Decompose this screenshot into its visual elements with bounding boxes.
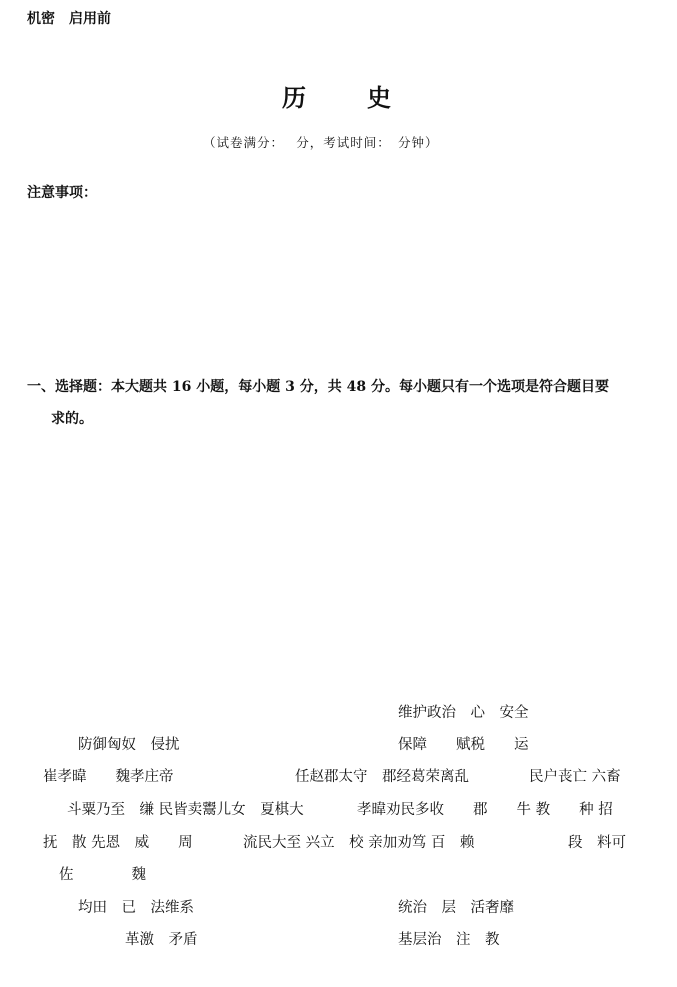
confidential-header: 机密 启用前 (27, 11, 111, 27)
text-fragment: 流民大至 兴立 校 亲加劝笃 百 赖 (243, 835, 475, 851)
page-title-left: 历 (282, 83, 306, 112)
exam-subtitle: （试卷满分： 分，考试时间： 分钟） (203, 135, 439, 150)
text-fragment: 革激 矛盾 (125, 932, 198, 948)
text-fragment: 民户丧亡 六畜 (529, 769, 621, 785)
text-fragment: 均田 已 法维系 (78, 900, 194, 916)
text-fragment: 抚 散 先恩 威 周 (43, 835, 193, 851)
section-one-instruction: 一、选择题：本大题共 16 小题，每小题 3 分，共 48 分。每小题只有一个选项是符合题目要 (27, 379, 609, 395)
text-fragment: 基层治 注 教 (398, 932, 500, 948)
page-title-right: 史 (367, 83, 391, 112)
text-fragment: 任赵郡太守 郡经葛荣离乱 (295, 769, 469, 785)
notes-heading: 注意事项： (27, 185, 97, 201)
text-fragment: 孝暐劝民多收 郡 牛 教 种 招 (357, 802, 613, 818)
text-fragment: 段 料可 (568, 835, 626, 851)
text-fragment: 统治 层 活奢靡 (398, 900, 514, 916)
text-fragment: 崔孝暐 魏孝庄帝 (43, 769, 174, 785)
text-fragment: 保障 赋税 运 (398, 737, 529, 753)
text-fragment: 维护政治 心 安全 (398, 705, 529, 721)
section-one-instruction-cont: 求的。 (51, 411, 93, 427)
text-fragment: 斗粟乃至 缣 民皆卖鬻儿女 夏棋大 (67, 802, 304, 818)
text-fragment: 防御匈奴 侵扰 (78, 737, 180, 753)
text-fragment: 佐 魏 (59, 867, 146, 883)
